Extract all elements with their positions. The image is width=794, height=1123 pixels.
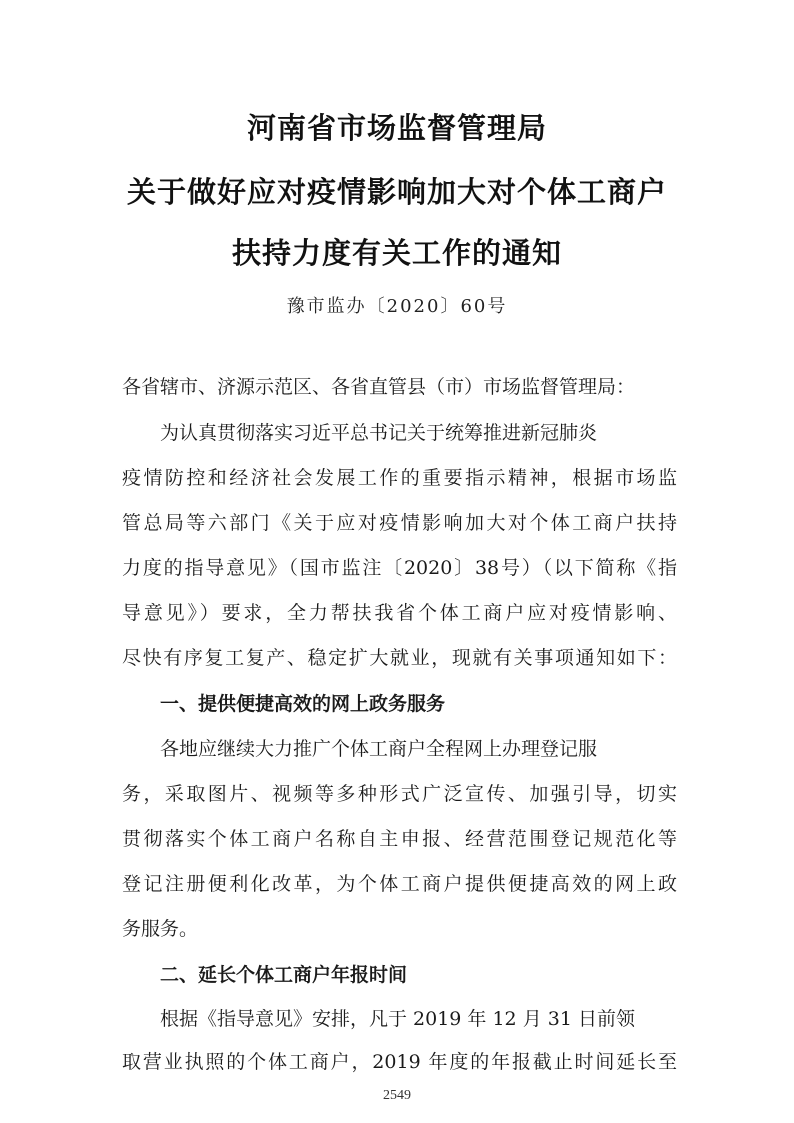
intro-line: 管总局等六部门《关于应对疫情影响加大对个体工商户扶持 [122, 512, 677, 534]
section-1-line: 各地应继续大力推广个体工商户全程网上办理登记服 [160, 738, 598, 760]
intro-line: 疫情防控和经济社会发展工作的重要指示精神，根据市场监 [122, 467, 677, 489]
section-1-line: 务，采取图片、视频等多种形式广泛宣传、加强引导，切实 [122, 783, 677, 805]
section-2-line: 根据《指导意见》安排，凡于 2019 年 12 月 31 日前领 [160, 1008, 635, 1030]
page-number: 2549 [383, 1088, 411, 1103]
document-title-line-2: 关于做好应对疫情影响加大对个体工商户 [126, 175, 667, 209]
document-title-line-1: 河南省市场监督管理局 [246, 111, 547, 145]
section-1-heading: 一、提供便捷高效的网上政务服务 [160, 693, 446, 715]
section-1-line: 贯彻落实个体工商户名称自主申报、经营范围登记规范化等 [122, 828, 677, 850]
intro-line: 力度的指导意见》（国市监注〔2020〕38号）（以下简称《指 [122, 557, 677, 579]
section-2-heading: 二、延长个体工商户年报时间 [160, 964, 408, 986]
document-title-line-3: 扶持力度有关工作的通知 [231, 236, 562, 270]
document-number: 豫市监办〔2020〕60号 [286, 296, 508, 317]
intro-line: 尽快有序复工复产、稳定扩大就业，现就有关事项通知如下： [122, 647, 677, 669]
salutation: 各省辖市、济源示范区、各省直管县（市）市场监督管理局： [122, 376, 636, 398]
intro-line: 导意见》）要求，全力帮扶我省个体工商户应对疫情影响、 [122, 602, 677, 624]
section-1-line: 登记注册便利化改革，为个体工商户提供便捷高效的网上政 [122, 873, 677, 895]
section-2-line: 取营业执照的个体工商户，2019 年度的年报截止时间延长至 [122, 1051, 677, 1073]
intro-line: 为认真贯彻落实习近平总书记关于统筹推进新冠肺炎 [160, 422, 598, 444]
section-1-line: 务服务。 [122, 918, 199, 940]
